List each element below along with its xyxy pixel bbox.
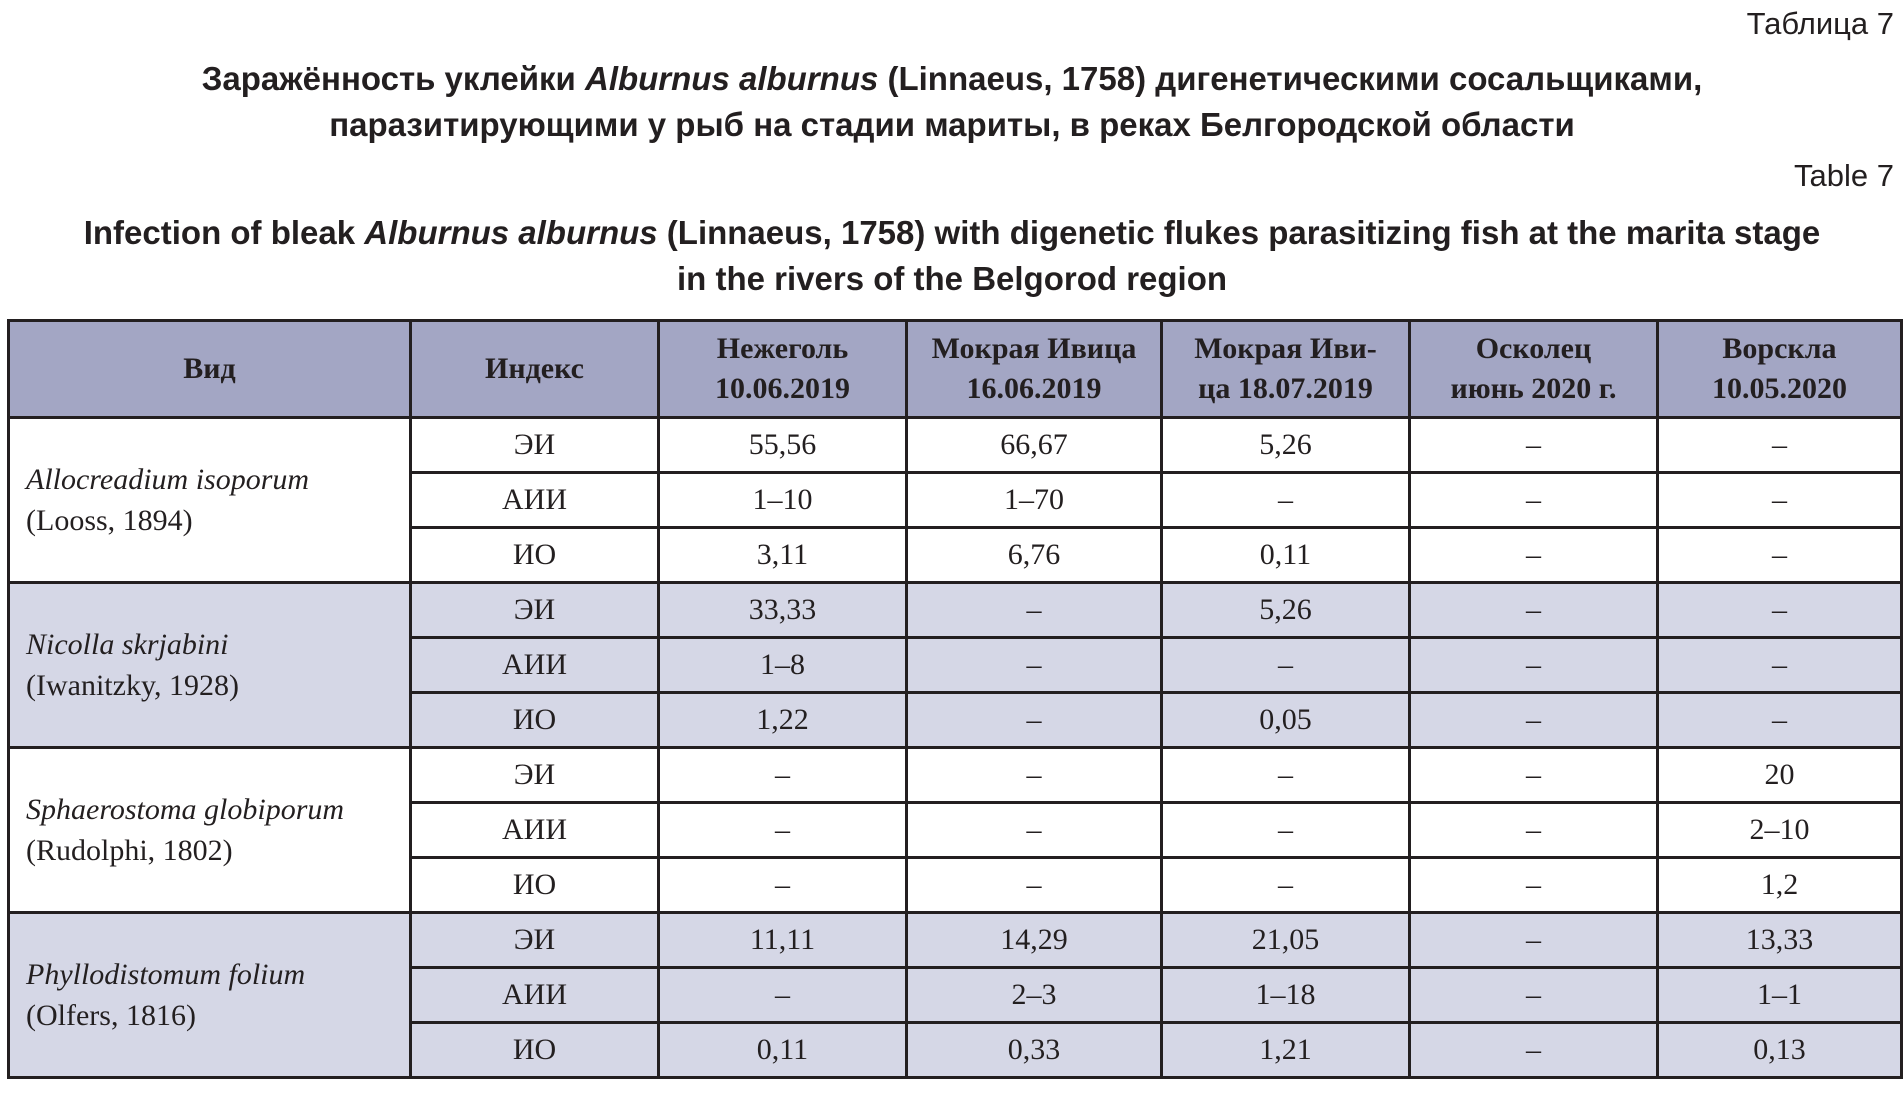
column-header (411, 321, 659, 418)
value-cell: 55,56 (659, 418, 907, 473)
value-cell: 0,11 (1162, 528, 1410, 583)
index-cell: АИИ (411, 638, 659, 693)
value-cell: 66,67 (907, 418, 1162, 473)
column-header-line1: Вид (183, 352, 236, 385)
value-cell: – (907, 638, 1162, 693)
title-ru-line2: паразитирующими у рыб на стадии мариты, в реках Белгородской области (329, 106, 1575, 143)
value-cell: – (1658, 693, 1902, 748)
value-cell: 14,29 (907, 913, 1162, 968)
index-cell: ИО (411, 528, 659, 583)
value-cell: – (907, 803, 1162, 858)
species-name: Phyllodistomum folium (26, 958, 306, 991)
value-cell: 20 (1658, 748, 1902, 803)
value-cell: 6,76 (907, 528, 1162, 583)
value-cell: – (1658, 473, 1902, 528)
value-cell: 5,26 (1162, 418, 1410, 473)
title-ru-species: Alburnus alburnus (584, 60, 879, 97)
value-cell: 1–70 (907, 473, 1162, 528)
column-header-line1: Мокрая Ивица (931, 332, 1137, 365)
value-cell: – (907, 748, 1162, 803)
column-header-line2: 16.06.2019 (966, 372, 1102, 405)
table-row (9, 748, 1902, 803)
value-cell: 1,21 (1162, 1023, 1410, 1078)
column-header (1658, 321, 1902, 418)
value-cell: – (1658, 418, 1902, 473)
title-en-species: Alburnus alburnus (364, 214, 658, 251)
value-cell: 11,11 (659, 913, 907, 968)
table-row (9, 583, 1902, 638)
species-cell (9, 913, 411, 1078)
title-en-line1 (30, 210, 1874, 256)
species-cell (9, 583, 411, 748)
column-header-line2: 10.06.2019 (715, 372, 850, 405)
column-header (9, 321, 411, 418)
value-cell: 0,13 (1658, 1023, 1902, 1078)
species-author: (Olfers, 1816) (26, 999, 196, 1032)
index-cell: ЭИ (411, 418, 659, 473)
species-name: Allocreadium isoporum (26, 463, 310, 496)
value-cell: 1–8 (659, 638, 907, 693)
value-cell: – (659, 803, 907, 858)
title-en-text-before: Infection of bleak (83, 214, 365, 251)
infection-table (7, 319, 1903, 1079)
value-cell: – (1658, 528, 1902, 583)
value-cell: – (1410, 693, 1658, 748)
value-cell: – (1162, 858, 1410, 913)
title-en-line2: in the rivers of the Belgorod region (676, 260, 1228, 297)
value-cell: – (1162, 803, 1410, 858)
value-cell: – (1410, 913, 1658, 968)
index-cell: ИО (411, 693, 659, 748)
column-header-line1: Нежеголь (716, 332, 849, 365)
species-cell (9, 418, 411, 583)
value-cell: – (1410, 748, 1658, 803)
index-cell: АИИ (411, 968, 659, 1023)
value-cell: 21,05 (1162, 913, 1410, 968)
column-header-line2: 10.05.2020 (1712, 372, 1847, 405)
value-cell: – (1410, 473, 1658, 528)
value-cell: – (1658, 583, 1902, 638)
table-header-row (9, 321, 1902, 418)
index-cell: ЭИ (411, 583, 659, 638)
value-cell: 2–3 (907, 968, 1162, 1023)
title-en-text-after: (Linnaeus, 1758) with digenetic flukes parasitizing fish at the marita stage (657, 214, 1821, 251)
value-cell: – (1410, 803, 1658, 858)
value-cell: 1–18 (1162, 968, 1410, 1023)
value-cell: – (1162, 473, 1410, 528)
value-cell: 5,26 (1162, 583, 1410, 638)
title-ru-text-before: Заражённость уклейки (201, 60, 585, 97)
value-cell: 1–10 (659, 473, 907, 528)
value-cell: 1,22 (659, 693, 907, 748)
index-cell: ЭИ (411, 748, 659, 803)
value-cell: 0,05 (1162, 693, 1410, 748)
column-header-line1: Ворскла (1722, 332, 1837, 365)
column-header (907, 321, 1162, 418)
value-cell: – (1410, 1023, 1658, 1078)
value-cell: 2–10 (1658, 803, 1902, 858)
value-cell: – (1162, 638, 1410, 693)
value-cell: – (1162, 748, 1410, 803)
value-cell: 1–1 (1658, 968, 1902, 1023)
species-cell (9, 748, 411, 913)
title-ru (30, 56, 1874, 148)
value-cell: – (1410, 968, 1658, 1023)
value-cell: – (659, 968, 907, 1023)
value-cell: – (659, 748, 907, 803)
value-cell: – (659, 858, 907, 913)
value-cell: 13,33 (1658, 913, 1902, 968)
title-en (30, 210, 1874, 302)
column-header (659, 321, 907, 418)
column-header-line2: ца 18.07.2019 (1198, 372, 1373, 405)
value-cell: – (1410, 858, 1658, 913)
value-cell: 0,11 (659, 1023, 907, 1078)
title-ru-text-after: (Linnaeus, 1758) дигенетическими сосальщиками, (878, 60, 1703, 97)
value-cell: 0,33 (907, 1023, 1162, 1078)
index-cell: АИИ (411, 473, 659, 528)
table-row (9, 418, 1902, 473)
value-cell: 33,33 (659, 583, 907, 638)
value-cell: – (1410, 528, 1658, 583)
value-cell: – (1410, 583, 1658, 638)
table-label-ru: Таблица 7 (1746, 6, 1894, 41)
value-cell: – (1658, 638, 1902, 693)
table-label-en: Table 7 (1794, 158, 1894, 193)
species-name: Nicolla skrjabini (26, 628, 229, 661)
species-name: Sphaerostoma globiporum (26, 793, 345, 826)
table-row (9, 913, 1902, 968)
index-cell: ИО (411, 858, 659, 913)
column-header-line1: Индекс (485, 352, 584, 385)
species-author: (Looss, 1894) (26, 504, 193, 537)
value-cell: 3,11 (659, 528, 907, 583)
species-author: (Rudolphi, 1802) (26, 834, 233, 867)
value-cell: 1,2 (1658, 858, 1902, 913)
value-cell: – (907, 583, 1162, 638)
value-cell: – (907, 693, 1162, 748)
column-header-line1: Осколец (1475, 332, 1592, 365)
value-cell: – (1410, 638, 1658, 693)
index-cell: ЭИ (411, 913, 659, 968)
species-author: (Iwanitzky, 1928) (26, 669, 239, 702)
value-cell: – (1410, 418, 1658, 473)
column-header-line2: июнь 2020 г. (1450, 372, 1617, 405)
column-header-line1: Мокрая Иви- (1194, 332, 1377, 365)
column-header (1410, 321, 1658, 418)
title-ru-line1 (30, 56, 1874, 102)
column-header (1162, 321, 1410, 418)
index-cell: ИО (411, 1023, 659, 1078)
value-cell: – (907, 858, 1162, 913)
index-cell: АИИ (411, 803, 659, 858)
